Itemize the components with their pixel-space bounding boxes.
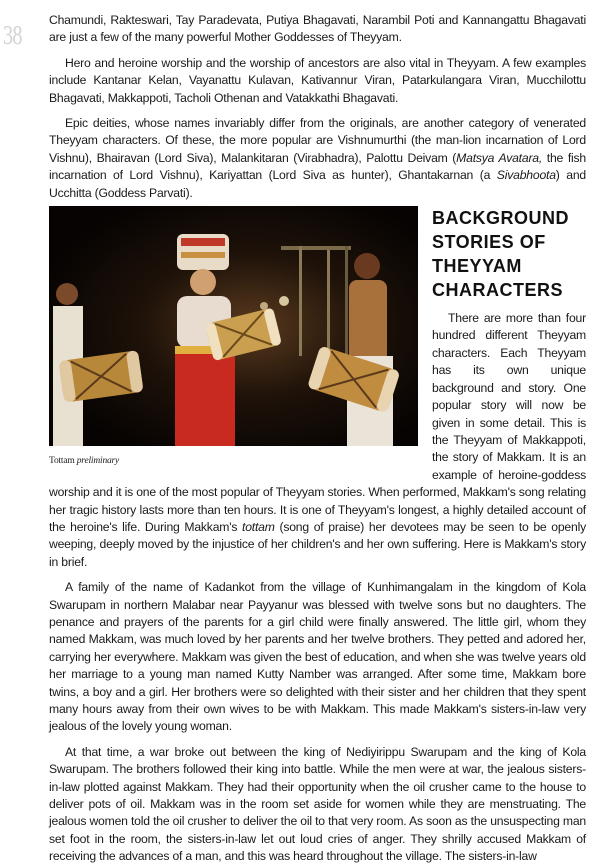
paragraph-war-plot: At that time, a war broke out between the king of Nediyirippu Swarupam and the king of Kola Swarupam. The brothers followed their king into battle. While the men were at war, the jealous sisters-in-law plotted against Makkam. They had their opportunity when the oil crusher came to the house to deliver pots of oil. Makkam was in the room set aside for women while they are menstruating. The jealous women told the oil crusher to deliver the oil to that very room. As soon as the unsuspecting man set foot in the room, the sisters-in-law let out loud cries of anger. They shrilly accused Makkam of receiving the advances of a man, and this was heard throughout the village. The sisters-in-law	[49, 744, 586, 864]
caption-italic: preliminary	[76, 456, 120, 467]
text-run: (song of praise) her devotees may be seen to be openly weeping, deeply moved by the injustice of her children's and her own suffering. Here is Makkam's story in brief.	[49, 519, 586, 569]
text-run: the fish incarnation of Lord Vishnu), Kariyattan (Lord Siva as hunter), Ghantakarnan (a	[49, 150, 586, 183]
paragraph-hero-worship: Hero and heroine worship and the worship of ancestors are also vital in Theyyam. A few examples include Kantanar Kelan, Vayanattu Kulavan, Kativannur Viran, Patarkulangara Viran, Mucchilottu Bhagavati, Makkappoti, Tacholi Othenan and Vatakkathi Bhagavati.	[49, 55, 586, 105]
text-run: ) and Ucchitta (Goddess Parvati).	[49, 168, 587, 200]
text-italic: tottam	[242, 519, 275, 534]
tottam-photo	[49, 206, 418, 446]
paragraph-mother-goddesses: Chamundi, Rakteswari, Tay Paradevata, Putiya Bhagavati, Narambil Poti and Kannangattu Bhagavati are just a few of the many powerful Mother Goddesses of Theyyam.	[49, 13, 586, 45]
text-run: There are more than four hundred different Theyyam characters. Each Theyyam has its own unique background and story. One popular story will now be given in some detail. This is the Theyyam of Makkappoti, the story of Makkam. It is an example of heroine-goddess worship and it is one of the most popular of Theyyam stories. When performed, Makkam's song relating her tragic history lasts more than ten hours. It is one of Theyyam's longest, a highly detailed account of the heroine's life. During Makkam's	[49, 311, 586, 534]
text-run: Epic deities, whose names invariably differ from the originals, are another category of venerated Theyyam characters. Of these, the more popular are Vishnumurthi (the man-lion incarnation of Lord Vishnu), Bhairavan (Lord Siva), Malankitaran (Virabhadra), Palottu Deivam (	[49, 116, 586, 165]
text-italic: Sivabhoota	[496, 168, 556, 183]
section-heading: BACKGROUND STORIES OF THEYYAM CHARACTERS	[432, 208, 569, 301]
tottam-photo-illustration	[49, 206, 418, 446]
photo-caption	[49, 453, 418, 470]
page-number: 38	[3, 20, 22, 50]
paragraph-kadankot-family: A family of the name of Kadankot from the village of Kunhimangalam in the kingdom of Kola Swarupam in northern Malabar near Payyanur was blessed with twelve sons but no daughters. The penance and prayers of the parents for a girl child were finally answered. The little girl, whom they named Makkam, was much loved by her parents and her twelve brothers. They petted and adored her, carrying her everywhere. Makkam was given the best of education, and when she was twelve years old her marriage to a young man named Kutty Namber was arranged. After some time, Makkam bore twins, a boy and a girl. Her brothers were so delighted with their sister and her children that they spent many hours away from their own wives to be with Makkam. This made Makkam's sisters-in-law very jealous of the lovely young woman.	[49, 580, 586, 734]
article-body	[49, 12, 586, 866]
photo-figure	[49, 206, 418, 484]
paragraph-epic-deities	[49, 115, 586, 202]
caption-text: Tottam	[49, 456, 77, 467]
text-italic: Matsya Avatara,	[456, 150, 543, 165]
